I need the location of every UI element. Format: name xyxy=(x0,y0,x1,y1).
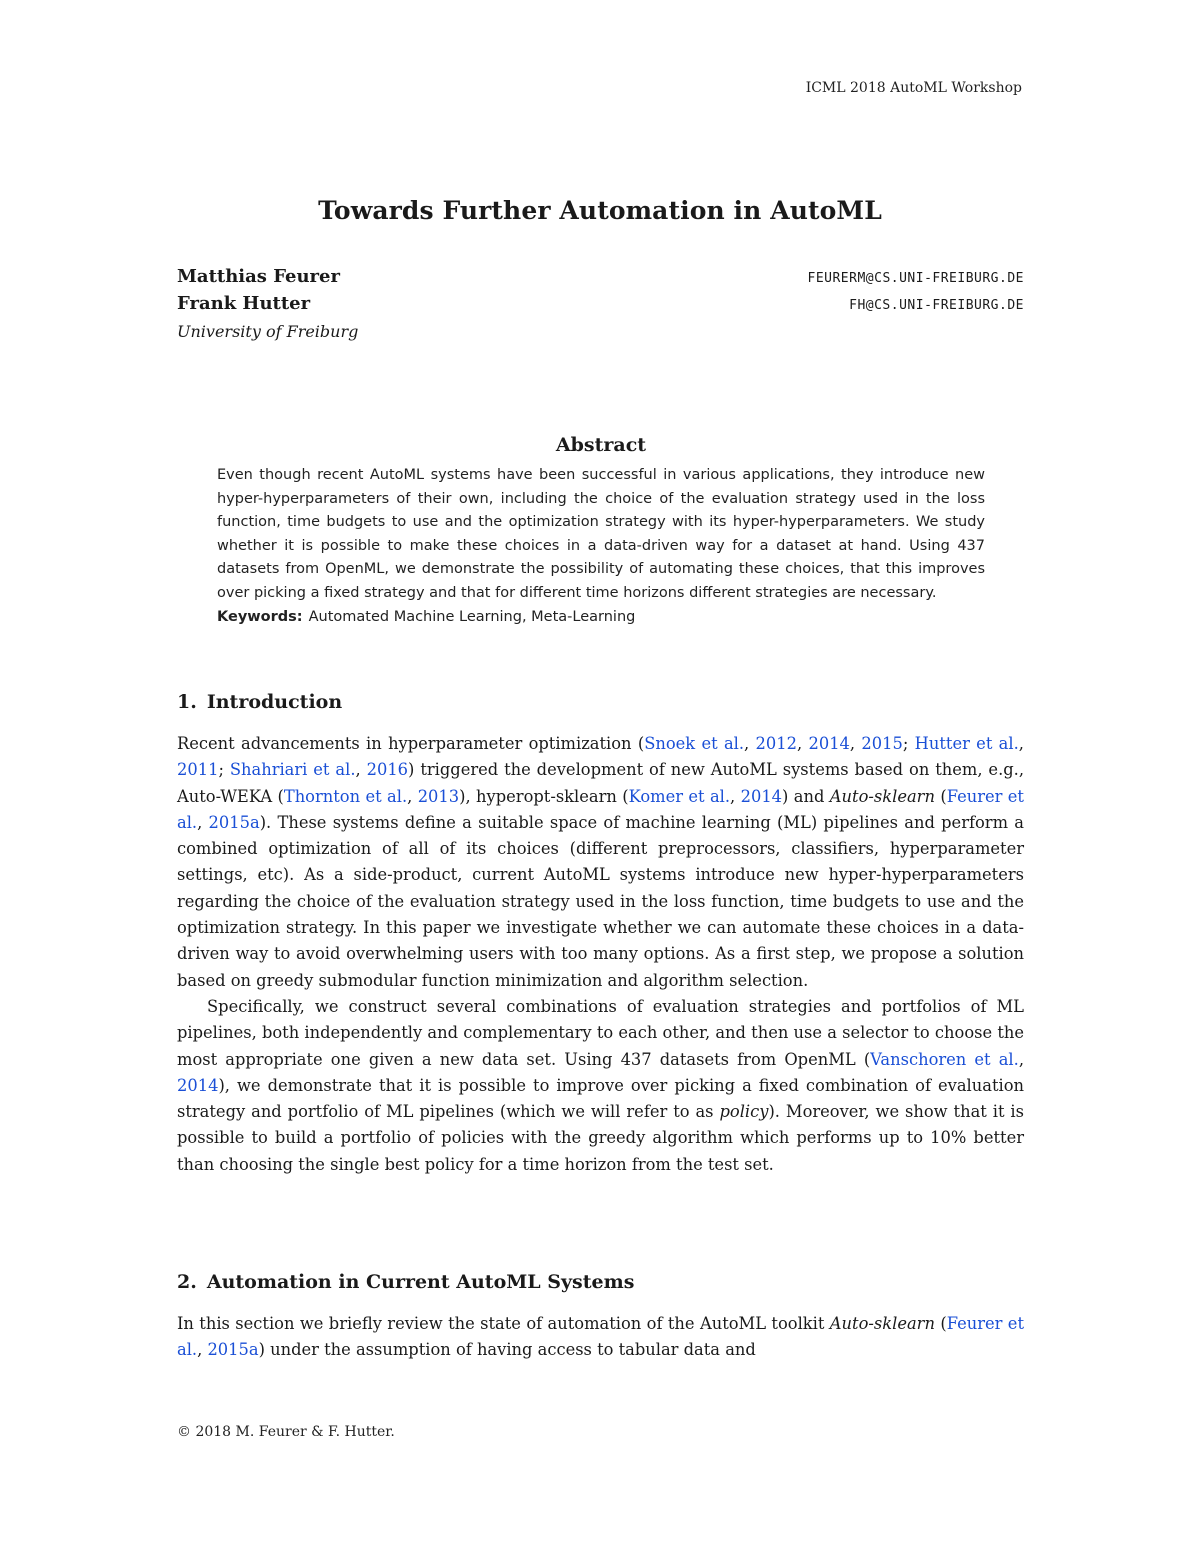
text-run: , xyxy=(197,812,209,832)
text-run: ; xyxy=(902,734,915,753)
citation-link[interactable]: 2014 xyxy=(177,1075,219,1095)
text-run: ( xyxy=(934,786,947,806)
text-run: ; xyxy=(218,760,230,780)
emphasis: Auto-sklearn xyxy=(829,1314,935,1333)
copyright-footer: © 2018 M. Feurer & F. Hutter. xyxy=(177,1424,395,1440)
author-block xyxy=(177,266,1024,341)
keywords-line xyxy=(217,606,985,630)
text-run: ). These systems define a suitable space of machine learning (ML) pipelines and perform a combined optimization of all of its choices (different preprocessors, classifiers, hyperparameter settings, etc). As a side-product, current AutoML systems introduce new hyper-hyperparameters regarding the choice of the evaluation strategy used in the loss function, time budgets to use and the optimization strategy. In this paper we investigate whether we can automate these choices in a data-driven way to avoid overwhelming users with too many options. As a first step, we propose a solution based on greedy submodular function minimization and algorithm selection. xyxy=(177,812,1024,990)
text-run: ) and xyxy=(782,786,830,806)
citation-link[interactable]: Feurer et al. xyxy=(177,1314,1024,1360)
text-run: ) triggered the development of new AutoML systems based on them, e.g., Auto-WEKA ( xyxy=(177,760,1025,806)
text-run: Recent advancements in hyperparameter optimization ( xyxy=(177,734,645,753)
author-email: FH@CS.UNI-FREIBURG.DE xyxy=(849,298,1024,313)
text-run: , xyxy=(355,760,367,780)
author-row xyxy=(177,293,1024,320)
author-name: Frank Hutter xyxy=(177,293,311,314)
section-number: 1. xyxy=(177,691,197,713)
citation-link[interactable]: Shahriari et al. xyxy=(229,760,356,780)
citation-link[interactable]: 2015a xyxy=(208,812,260,832)
citation-link[interactable]: 2014 xyxy=(740,786,783,806)
emphasis: policy xyxy=(719,1102,769,1122)
text-run: , xyxy=(849,734,862,753)
text-run: In this section we briefly review the state of automation of the AutoML toolkit xyxy=(177,1314,830,1333)
citation-link[interactable]: 2015 xyxy=(861,734,903,753)
keywords-value: Automated Machine Learning, Meta-Learning xyxy=(308,608,636,625)
citation-link[interactable]: Snoek et al. xyxy=(644,734,745,753)
text-run: ), we demonstrate that it is possible to improve over picking a fixed combination of evaluation strategy and portfolio of ML pipelines (which we will refer to as xyxy=(177,1075,1024,1122)
abstract-block xyxy=(217,434,985,629)
running-header: ICML 2018 AutoML Workshop xyxy=(805,80,1022,96)
citation-link[interactable]: 2014 xyxy=(808,734,850,753)
text-run: , xyxy=(1018,1049,1024,1069)
paragraph xyxy=(177,994,1024,1178)
text-run: ( xyxy=(934,1314,947,1333)
section-heading xyxy=(177,1271,1024,1293)
citation-link[interactable]: 2015a xyxy=(207,1340,259,1360)
section-introduction xyxy=(177,691,1024,1178)
text-run: , xyxy=(730,786,741,806)
author-row xyxy=(177,266,1024,293)
text-run: ), hyperopt-sklearn ( xyxy=(459,786,629,806)
text-run: , xyxy=(407,786,418,806)
author-email: FEURERM@CS.UNI-FREIBURG.DE xyxy=(807,271,1024,286)
text-run: , xyxy=(1018,734,1024,753)
text-run: Specifically, we construct several combinations of evaluation strategies and portfolios of ML pipelines, both independently and complementary to each other, and then use a selector to choose the most appropriate one given a new data set. Using 437 datasets from OpenML ( xyxy=(177,996,1024,1069)
keywords-label: Keywords: xyxy=(217,608,303,625)
citation-link[interactable]: 2016 xyxy=(366,760,409,780)
section-heading xyxy=(177,691,1024,713)
citation-link[interactable]: Hutter et al. xyxy=(914,734,1019,753)
paragraph xyxy=(177,731,1024,994)
citation-link[interactable]: 2011 xyxy=(177,760,219,780)
text-run: ). Moreover, we show that it is possible to build a portfolio of policies with the greedy algorithm which performs up to 10% better than choosing the single best policy for a time horizon from the test set. xyxy=(177,1102,1024,1174)
text-run: ) under the assumption of having access to tabular data and xyxy=(258,1340,756,1360)
text-run: , xyxy=(197,1340,208,1360)
emphasis: Auto-sklearn xyxy=(829,786,935,806)
citation-link[interactable]: 2012 xyxy=(755,734,797,753)
section-automation xyxy=(177,1271,1024,1364)
affiliation: University of Freiburg xyxy=(177,322,359,341)
paper-title: Towards Further Automation in AutoML xyxy=(318,196,882,225)
citation-link[interactable]: Komer et al. xyxy=(628,786,731,806)
text-run: , xyxy=(796,734,809,753)
section-number: 2. xyxy=(177,1271,197,1293)
section-title: Introduction xyxy=(206,691,343,713)
author-name: Matthias Feurer xyxy=(177,266,340,287)
text-run: , xyxy=(744,734,756,753)
citation-link[interactable]: Vanschoren et al. xyxy=(870,1049,1019,1069)
citation-link[interactable]: Thornton et al. xyxy=(283,786,408,806)
citation-link[interactable]: 2013 xyxy=(417,786,460,806)
citation-link[interactable]: Feurer et al. xyxy=(177,786,1024,832)
section-title: Automation in Current AutoML Systems xyxy=(206,1271,635,1293)
abstract-text: Even though recent AutoML systems have been successful in various applications, they introduce new hyper-hyperparameters of their own, including the choice of the evaluation strategy used in the loss function, time budgets to use and the optimization strategy with its hyper-hyperparameters. We study whether it is possible to make these choices in a data-driven way for a dataset at hand. Using 437 datasets from OpenML, we demonstrate the possibility of automating these choices, that this improves over picking a fixed strategy and that for different time horizons different strategies are necessary. xyxy=(217,467,985,601)
paragraph xyxy=(177,1311,1024,1364)
abstract-heading: Abstract xyxy=(555,434,647,456)
